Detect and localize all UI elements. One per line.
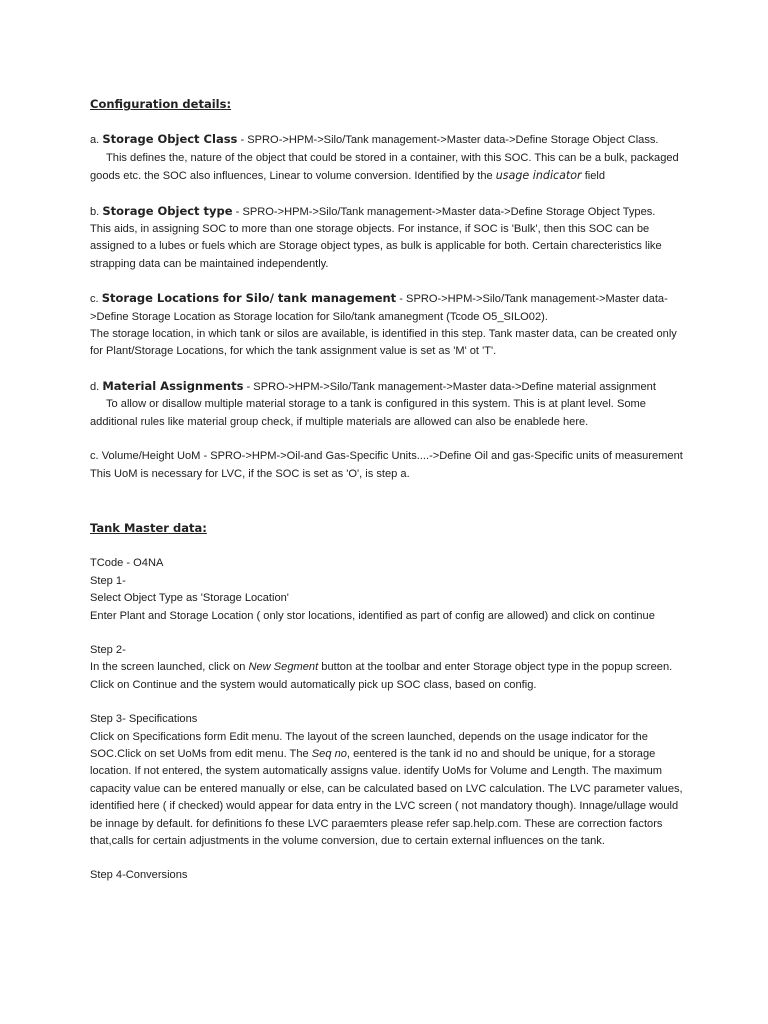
section-volume-height-uom: [90, 448, 690, 483]
step-1-line-1: Select Object Type as 'Storage Location': [90, 592, 289, 605]
storage-object-class-text-end: field: [581, 170, 606, 183]
seq-no-term: Seq no: [311, 747, 347, 760]
storage-object-class-label: Storage Object Class: [102, 132, 238, 147]
storage-object-type-label: Storage Object type: [102, 203, 233, 218]
step-2-block: [90, 642, 690, 694]
tcode-line: TCode - O4NA: [90, 557, 164, 570]
storage-object-class-text: This defines the, nature of the object that could be stored in a container, with this SOC. This can be a bulk, packaged goods etc. the SOC also influences, Linear to volume conversion. Identified by the: [90, 151, 679, 183]
section-material-assignments: [90, 378, 690, 431]
item-prefix: b.: [90, 205, 103, 218]
document-page: [90, 96, 690, 902]
step-3-text: Click on Specifications form Edit menu. The layout of the screen launched, depends on the usage indicator for the SOC.Click on set UoMs from edit menu. The: [90, 730, 648, 760]
usage-indicator-term: usage indicator: [495, 169, 582, 183]
section-storage-object-class: [90, 131, 690, 185]
section-storage-object-type: [90, 203, 690, 274]
material-assignments-path: - SPRO->HPM->Silo/Tank management->Master data->Define material assignment: [243, 380, 656, 393]
step-4-title: Step 4-Conversions: [90, 869, 188, 882]
material-assignments-label: Material Assignments: [102, 378, 244, 393]
storage-locations-text: The storage location, in which tank or silos are available, is identified in this step. Tank master data, can be created only for Plant/Storage Locations, for which the tank assignment value is set as 'M' ot 'T'.: [90, 328, 677, 358]
step-1-block: [90, 555, 690, 625]
section-gap: [90, 500, 690, 520]
step-2-title: Step 2-: [90, 643, 126, 656]
storage-object-class-path: - SPRO->HPM->Silo/Tank management->Master data->Define Storage Object Class.: [237, 134, 659, 147]
storage-object-type-path: - SPRO->HPM->Silo/Tank management->Master data->Define Storage Object Types.: [232, 205, 656, 218]
step-3-text-end: , eentered is the tank id no and should be unique, for a storage location. If not entered, the system automatically assigns value. identify UoMs for Volume and Length. The maximum capacity value can be entered manually or else, can be calculated based on LVC calculation. The LVC parameter values, identified here ( if checked) would appear for data entry in the LVC screen ( not mandatory though). Innage/ullage would be innage by default. for definitions fo these LVC paraemters please refer sap.help.com. These are correction factors that,calls for certain adjustments in the volume conversion, due to certain external influences on the tank.: [90, 747, 683, 847]
volume-height-uom-text: This UoM is necessary for LVC, if the SOC is set as 'O', is step a.: [90, 467, 410, 480]
item-prefix: c.: [90, 293, 102, 306]
step-1-line-2: Enter Plant and Storage Location ( only stor locations, identified as part of config are allowed) and click on continue: [90, 609, 655, 622]
volume-height-uom-path: c. Volume/Height UoM - SPRO->HPM->Oil-and Gas-Specific Units....->Define Oil and gas-Specific units of measurement: [90, 450, 683, 463]
step-4-block: [90, 867, 690, 884]
item-prefix: d.: [90, 380, 103, 393]
step-3-title: Step 3- Specifications: [90, 713, 198, 726]
step-1-title: Step 1-: [90, 574, 126, 587]
storage-locations-label: Storage Locations for Silo/ tank management: [101, 291, 397, 306]
new-segment-term: New Segment: [248, 661, 319, 674]
step-2-text-end: button at the toolbar and enter Storage object type in the popup screen. Click on Continue and the system would automatically pick up SOC class, based on config.: [90, 661, 673, 691]
storage-locations-path: - SPRO->HPM->Silo/Tank management->Master data->Define Storage Location as Storage location for Silo/tank amanegment (Tcode O5_SILO02).: [90, 293, 668, 323]
item-prefix: a.: [90, 134, 103, 147]
material-assignments-text: To allow or disallow multiple material storage to a tank is configured in this system. This is at plant level. Some additional rules like material group check, if multiple materials are allowed can also be enablede here.: [90, 398, 646, 428]
tank-master-heading: Tank Master data:: [90, 520, 207, 535]
storage-object-type-text: This aids, in assigning SOC to more than one storage objects. For instance, if SOC is 'Bulk', then this SOC can be assigned to a lubes or fuels which are Storage object types, as bulk is applicable for both. Certain charecteristics like strapping data can be maintained independently.: [90, 223, 662, 270]
section-storage-locations: [90, 290, 690, 361]
step-3-block: [90, 711, 690, 850]
step-2-text: In the screen launched, click on: [90, 661, 249, 674]
configuration-heading: Configuration details:: [90, 97, 232, 111]
